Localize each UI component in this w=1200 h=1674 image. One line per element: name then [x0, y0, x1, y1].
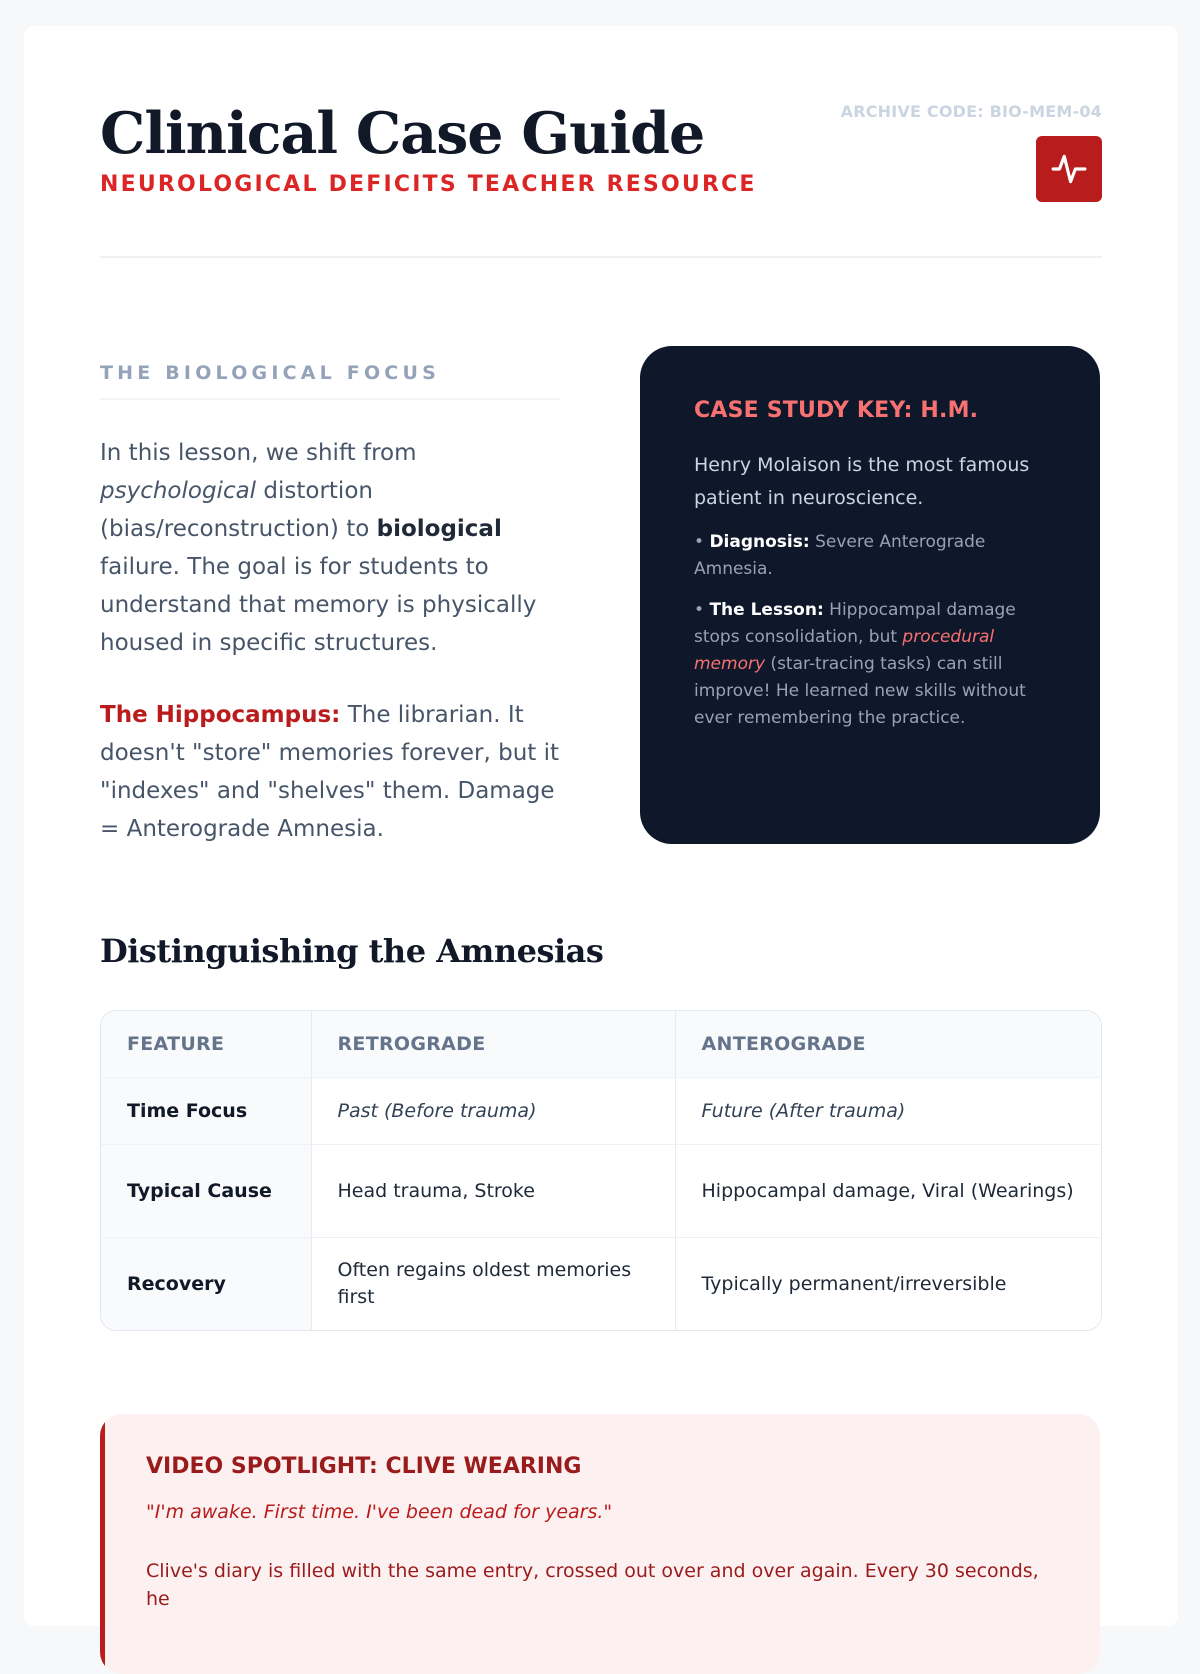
focus-paragraph: [100, 434, 560, 662]
column-header: ANTEROGRADE: [675, 1011, 1101, 1078]
header-divider: [100, 256, 1102, 258]
case-study-body: [694, 398, 1054, 732]
case-study-item: [694, 529, 1054, 583]
spotlight-text: Clive's diary is filled with the same entry, crossed out over and over again. Every 30 seconds, he: [146, 1560, 1039, 1610]
case-study-item: [694, 597, 1054, 732]
table-cell: Future (After trauma): [675, 1078, 1101, 1145]
spotlight-body: [146, 1454, 1066, 1613]
table-row: [101, 1238, 1101, 1331]
table-cell: Past (Before trauma): [311, 1078, 675, 1145]
table-row: [101, 1078, 1101, 1145]
table-cell: Head trauma, Stroke: [311, 1145, 675, 1238]
case-study-intro: Henry Molaison is the most famous patient in neuroscience.: [694, 454, 1030, 509]
biological-focus-section: [100, 362, 560, 848]
amnesia-table: [100, 1010, 1102, 1331]
case-item-label: The Lesson:: [709, 600, 824, 620]
case-item-emphasis: procedural memory: [694, 627, 995, 674]
case-item-label: Diagnosis:: [709, 532, 810, 552]
amnesias-heading: Distinguishing the Amnesias: [100, 932, 604, 970]
page-subtitle: NEUROLOGICAL DEFICITS TEACHER RESOURCE: [100, 172, 757, 197]
spotlight-title: VIDEO SPOTLIGHT: CLIVE WEARING: [146, 1454, 582, 1479]
table-cell: Typically permanent/irreversible: [701, 1272, 1007, 1295]
hippocampus-text: The librarian. It doesn't "store" memories forever, but it "indexes" and "shelves" them. Damage = Anterograde Amnesia.: [100, 702, 560, 842]
focus-text: distortion (bias/reconstruction) to: [100, 478, 377, 542]
hippocampus-label: The Hippocampus:: [100, 702, 341, 728]
spotlight-accent-bar: [100, 1414, 105, 1674]
page-header: [100, 102, 1102, 282]
case-study-card: [640, 346, 1100, 844]
focus-text: In this lesson, we shift from: [100, 440, 417, 466]
table-row: [101, 1145, 1101, 1238]
table-cell: Often regains oldest memories first: [311, 1238, 675, 1331]
column-header: RETROGRADE: [311, 1011, 675, 1078]
focus-emphasis: psychological: [100, 478, 257, 504]
bullet-icon: •: [694, 600, 705, 620]
archive-code: ARCHIVE CODE: BIO-MEM-04: [840, 102, 1102, 121]
video-spotlight: [100, 1414, 1100, 1674]
page-title: Clinical Case Guide: [100, 100, 705, 167]
focus-strong: biological: [376, 516, 502, 542]
guide-page: [24, 26, 1178, 1626]
pulse-icon: [1036, 136, 1102, 202]
column-header: FEATURE: [101, 1011, 311, 1078]
case-item-text: Severe Anterograde Amnesia.: [694, 532, 986, 579]
bullet-icon: •: [694, 532, 705, 552]
section-kicker: THE BIOLOGICAL FOCUS: [100, 362, 560, 400]
case-item-text: (star-tracing tasks) can still improve! He learned new skills without ever remembering the practice.: [694, 654, 1026, 728]
table-cell: Recovery: [101, 1238, 311, 1331]
focus-text: failure. The goal is for students to understand that memory is physically housed in specific structures.: [100, 554, 537, 656]
spotlight-quote: "I'm awake. First time. I've been dead for years.": [146, 1501, 613, 1523]
table-cell: Time Focus: [101, 1078, 311, 1145]
table-cell: Hippocampal damage, Viral (Wearings): [675, 1145, 1101, 1238]
table-header-row: [101, 1011, 1101, 1078]
case-item-text: Hippocampal damage stops consolidation, but: [694, 600, 1016, 647]
hippocampus-paragraph: [100, 696, 560, 848]
case-study-title: CASE STUDY KEY: H.M.: [694, 398, 979, 423]
table-cell: Typical Cause: [101, 1145, 311, 1238]
